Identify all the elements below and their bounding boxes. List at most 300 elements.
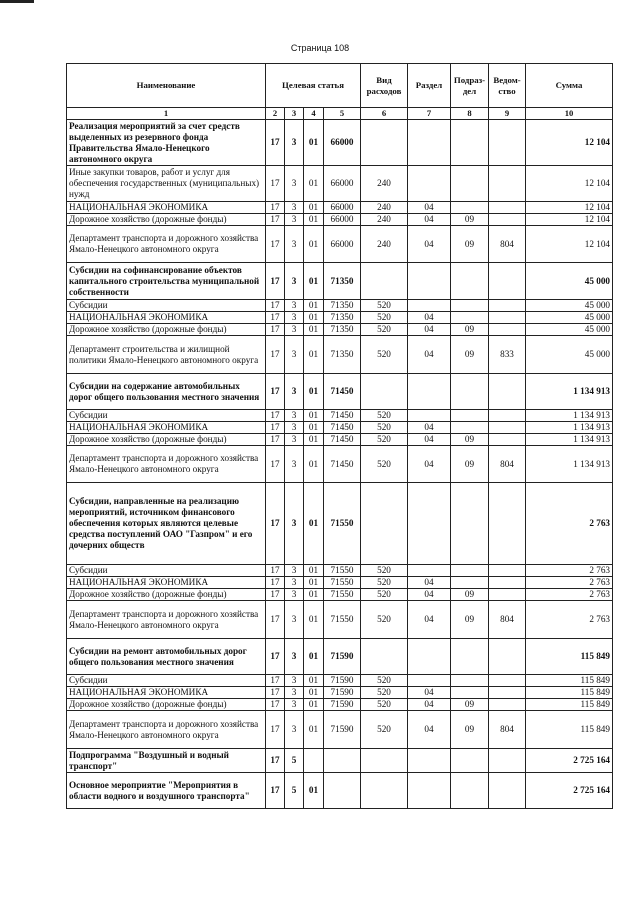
target-code-4: 71550	[324, 589, 361, 601]
target-code-3: 01	[304, 336, 324, 374]
column-number: 10	[526, 108, 613, 120]
expense-type: 520	[361, 324, 408, 336]
row-sum: 45 000	[526, 312, 613, 324]
department-code	[489, 312, 526, 324]
header-sum: Сумма	[526, 64, 613, 108]
subsection-code: 09	[451, 434, 489, 446]
target-code-2: 3	[285, 687, 304, 699]
row-name: Иные закупки товаров, работ и услуг для обеспечения государственных (муниципальных) нужд	[67, 166, 266, 202]
target-code-2: 3	[285, 410, 304, 422]
row-sum: 115 849	[526, 711, 613, 749]
subsection-code	[451, 312, 489, 324]
section-code	[408, 120, 451, 166]
row-name: НАЦИОНАЛЬНАЯ ЭКОНОМИКА	[67, 202, 266, 214]
target-code-1: 17	[266, 749, 285, 773]
row-name: Дорожное хозяйство (дорожные фонды)	[67, 434, 266, 446]
row-sum: 45 000	[526, 324, 613, 336]
section-code: 04	[408, 422, 451, 434]
target-code-3: 01	[304, 434, 324, 446]
expense-type	[361, 749, 408, 773]
department-code: 804	[489, 446, 526, 483]
target-code-1: 17	[266, 214, 285, 226]
target-code-4: 71590	[324, 687, 361, 699]
target-code-3: 01	[304, 483, 324, 565]
target-code-3: 01	[304, 300, 324, 312]
department-code	[489, 589, 526, 601]
target-code-4: 71450	[324, 410, 361, 422]
section-code: 04	[408, 446, 451, 483]
table-row	[67, 312, 613, 324]
expense-type	[361, 374, 408, 410]
column-numbers-row	[67, 108, 613, 120]
target-code-4: 71450	[324, 422, 361, 434]
target-code-3: 01	[304, 675, 324, 687]
target-code-1: 17	[266, 675, 285, 687]
section-code	[408, 410, 451, 422]
target-code-1: 17	[266, 336, 285, 374]
target-code-2: 3	[285, 202, 304, 214]
target-code-4: 71350	[324, 312, 361, 324]
subsection-code: 09	[451, 711, 489, 749]
department-code	[489, 699, 526, 711]
target-code-3: 01	[304, 226, 324, 263]
table-row	[67, 446, 613, 483]
scan-mark	[0, 0, 34, 3]
subsection-code: 09	[451, 601, 489, 639]
department-code	[489, 773, 526, 809]
department-code	[489, 687, 526, 699]
section-code: 04	[408, 312, 451, 324]
target-code-1: 17	[266, 434, 285, 446]
header-name: Наименование	[67, 64, 266, 108]
subsection-code	[451, 749, 489, 773]
table-row	[67, 565, 613, 577]
target-code-3: 01	[304, 120, 324, 166]
expense-type	[361, 263, 408, 300]
target-code-2: 3	[285, 589, 304, 601]
department-code	[489, 202, 526, 214]
table-row	[67, 483, 613, 565]
section-code: 04	[408, 687, 451, 699]
department-code: 804	[489, 711, 526, 749]
subsection-code: 09	[451, 214, 489, 226]
target-code-1: 17	[266, 166, 285, 202]
target-code-4: 71550	[324, 601, 361, 639]
row-sum: 45 000	[526, 263, 613, 300]
target-code-3: 01	[304, 577, 324, 589]
expense-type: 520	[361, 410, 408, 422]
subsection-code	[451, 639, 489, 675]
department-code	[489, 577, 526, 589]
table-row	[67, 434, 613, 446]
expense-type: 520	[361, 446, 408, 483]
target-code-1: 17	[266, 202, 285, 214]
subsection-code	[451, 577, 489, 589]
target-code-4	[324, 773, 361, 809]
table-row	[67, 589, 613, 601]
target-code-1: 17	[266, 565, 285, 577]
subsection-code: 09	[451, 589, 489, 601]
target-code-4: 71450	[324, 374, 361, 410]
expense-type: 520	[361, 589, 408, 601]
expense-type: 520	[361, 565, 408, 577]
target-code-3: 01	[304, 374, 324, 410]
table-row	[67, 577, 613, 589]
row-name: Субсидии, направленные на реализацию мероприятий, источником финансового обеспечения которых являются целевые средства поступлений ОАО "Газпром" и его дочерних обществ	[67, 483, 266, 565]
section-code	[408, 166, 451, 202]
row-sum: 115 849	[526, 699, 613, 711]
row-name: Реализация мероприятий за счет средств выделенных из резервного фонда Правительства Ямало-Ненецкого автономного округа	[67, 120, 266, 166]
target-code-2: 3	[285, 214, 304, 226]
row-name: Департамент транспорта и дорожного хозяйства Ямало-Ненецкого автономного округа	[67, 711, 266, 749]
target-code-1: 17	[266, 446, 285, 483]
target-code-3: 01	[304, 312, 324, 324]
section-code: 04	[408, 577, 451, 589]
row-sum: 115 849	[526, 687, 613, 699]
expense-type	[361, 639, 408, 675]
column-number: 9	[489, 108, 526, 120]
row-sum: 2 763	[526, 577, 613, 589]
section-code: 04	[408, 202, 451, 214]
row-sum: 115 849	[526, 675, 613, 687]
table-row	[67, 422, 613, 434]
target-code-2: 3	[285, 324, 304, 336]
column-number: 7	[408, 108, 451, 120]
target-code-3: 01	[304, 324, 324, 336]
target-code-2: 5	[285, 749, 304, 773]
expense-type: 240	[361, 202, 408, 214]
column-number: 6	[361, 108, 408, 120]
target-code-1: 17	[266, 120, 285, 166]
expense-type: 240	[361, 214, 408, 226]
department-code	[489, 410, 526, 422]
target-code-2: 3	[285, 446, 304, 483]
row-name: Департамент транспорта и дорожного хозяйства Ямало-Ненецкого автономного округа	[67, 601, 266, 639]
department-code	[489, 675, 526, 687]
target-code-4: 71350	[324, 263, 361, 300]
subsection-code: 09	[451, 446, 489, 483]
expense-type: 520	[361, 434, 408, 446]
row-name: Субсидии на ремонт автомобильных дорог общего пользования местного значения	[67, 639, 266, 675]
subsection-code	[451, 565, 489, 577]
row-name: Департамент строительства и жилищной политики Ямало-Ненецкого автономного округа	[67, 336, 266, 374]
column-number: 5	[324, 108, 361, 120]
table-row	[67, 263, 613, 300]
table-row	[67, 699, 613, 711]
section-code: 04	[408, 601, 451, 639]
target-code-4: 71550	[324, 483, 361, 565]
target-code-2: 3	[285, 336, 304, 374]
table-row	[67, 773, 613, 809]
target-code-2: 3	[285, 374, 304, 410]
row-sum: 12 104	[526, 202, 613, 214]
target-code-1: 17	[266, 300, 285, 312]
target-code-1: 17	[266, 601, 285, 639]
target-code-4: 71590	[324, 675, 361, 687]
department-code: 833	[489, 336, 526, 374]
target-code-1: 17	[266, 483, 285, 565]
target-code-1: 17	[266, 589, 285, 601]
header-department: Ведом-ство	[489, 64, 526, 108]
row-name: Дорожное хозяйство (дорожные фонды)	[67, 589, 266, 601]
subsection-code: 09	[451, 226, 489, 263]
target-code-3: 01	[304, 773, 324, 809]
row-name: НАЦИОНАЛЬНАЯ ЭКОНОМИКА	[67, 577, 266, 589]
table-row	[67, 202, 613, 214]
section-code: 04	[408, 434, 451, 446]
department-code: 804	[489, 601, 526, 639]
target-code-1: 17	[266, 324, 285, 336]
subsection-code	[451, 202, 489, 214]
subsection-code	[451, 374, 489, 410]
expense-type	[361, 483, 408, 565]
section-code	[408, 300, 451, 312]
target-code-2: 3	[285, 120, 304, 166]
header-subsection: Подраз-дел	[451, 64, 489, 108]
target-code-4: 71590	[324, 699, 361, 711]
section-code	[408, 773, 451, 809]
row-name: Дорожное хозяйство (дорожные фонды)	[67, 214, 266, 226]
target-code-3: 01	[304, 263, 324, 300]
target-code-4: 71590	[324, 711, 361, 749]
target-code-1: 17	[266, 263, 285, 300]
column-number: 3	[285, 108, 304, 120]
subsection-code	[451, 300, 489, 312]
target-code-4: 66000	[324, 120, 361, 166]
subsection-code	[451, 166, 489, 202]
subsection-code	[451, 483, 489, 565]
target-code-4: 71450	[324, 446, 361, 483]
row-name: Дорожное хозяйство (дорожные фонды)	[67, 324, 266, 336]
department-code	[489, 639, 526, 675]
row-name: Субсидии	[67, 410, 266, 422]
row-name: Подпрограмма "Воздушный и водный транспорт"	[67, 749, 266, 773]
row-sum: 12 104	[526, 120, 613, 166]
row-sum: 2 763	[526, 601, 613, 639]
subsection-code	[451, 422, 489, 434]
subsection-code	[451, 687, 489, 699]
budget-table	[66, 63, 613, 809]
target-code-4: 66000	[324, 214, 361, 226]
table-row	[67, 120, 613, 166]
target-code-4: 66000	[324, 166, 361, 202]
expense-type: 520	[361, 675, 408, 687]
section-code: 04	[408, 324, 451, 336]
target-code-1: 17	[266, 374, 285, 410]
target-code-2: 3	[285, 711, 304, 749]
expense-type: 520	[361, 336, 408, 374]
department-code	[489, 300, 526, 312]
row-sum: 1 134 913	[526, 422, 613, 434]
target-code-4: 71550	[324, 577, 361, 589]
row-name: Дорожное хозяйство (дорожные фонды)	[67, 699, 266, 711]
target-code-3: 01	[304, 711, 324, 749]
row-name: Основное мероприятие "Мероприятия в области водного и воздушного транспорта"	[67, 773, 266, 809]
department-code	[489, 374, 526, 410]
row-sum: 115 849	[526, 639, 613, 675]
target-code-1: 17	[266, 422, 285, 434]
target-code-4: 71350	[324, 324, 361, 336]
department-code	[489, 120, 526, 166]
header-target: Целевая статья	[266, 64, 361, 108]
target-code-3: 01	[304, 410, 324, 422]
target-code-3	[304, 749, 324, 773]
table-row	[67, 639, 613, 675]
target-code-2: 3	[285, 226, 304, 263]
expense-type	[361, 773, 408, 809]
subsection-code	[451, 773, 489, 809]
target-code-2: 3	[285, 300, 304, 312]
target-code-1: 17	[266, 687, 285, 699]
table-row	[67, 687, 613, 699]
expense-type: 520	[361, 300, 408, 312]
target-code-2: 3	[285, 565, 304, 577]
row-sum: 45 000	[526, 336, 613, 374]
column-number: 8	[451, 108, 489, 120]
row-sum: 2 763	[526, 589, 613, 601]
table-row	[67, 374, 613, 410]
row-name: Субсидии на содержание автомобильных дорог общего пользования местного значения	[67, 374, 266, 410]
target-code-2: 3	[285, 263, 304, 300]
target-code-1: 17	[266, 773, 285, 809]
row-sum: 2 763	[526, 565, 613, 577]
expense-type: 520	[361, 422, 408, 434]
table-row	[67, 749, 613, 773]
section-code	[408, 263, 451, 300]
target-code-3: 01	[304, 589, 324, 601]
target-code-4: 71450	[324, 434, 361, 446]
subsection-code	[451, 410, 489, 422]
table-row	[67, 226, 613, 263]
target-code-2: 3	[285, 639, 304, 675]
target-code-3: 01	[304, 446, 324, 483]
expense-type: 240	[361, 166, 408, 202]
target-code-3: 01	[304, 214, 324, 226]
target-code-1: 17	[266, 410, 285, 422]
column-number: 4	[304, 108, 324, 120]
target-code-2: 3	[285, 483, 304, 565]
target-code-4: 66000	[324, 226, 361, 263]
target-code-3: 01	[304, 565, 324, 577]
section-code: 04	[408, 699, 451, 711]
expense-type: 520	[361, 312, 408, 324]
target-code-1: 17	[266, 226, 285, 263]
target-code-3: 01	[304, 687, 324, 699]
section-code: 04	[408, 226, 451, 263]
department-code	[489, 749, 526, 773]
table-row	[67, 675, 613, 687]
subsection-code	[451, 263, 489, 300]
expense-type: 520	[361, 687, 408, 699]
target-code-4: 71350	[324, 300, 361, 312]
row-name: НАЦИОНАЛЬНАЯ ЭКОНОМИКА	[67, 312, 266, 324]
target-code-4: 71590	[324, 639, 361, 675]
row-sum: 1 134 913	[526, 410, 613, 422]
row-name: НАЦИОНАЛЬНАЯ ЭКОНОМИКА	[67, 422, 266, 434]
row-name: Субсидии	[67, 300, 266, 312]
section-code: 04	[408, 336, 451, 374]
section-code	[408, 675, 451, 687]
target-code-4: 71550	[324, 565, 361, 577]
column-number: 2	[266, 108, 285, 120]
row-sum: 2 763	[526, 483, 613, 565]
row-sum: 1 134 913	[526, 374, 613, 410]
row-name: НАЦИОНАЛЬНАЯ ЭКОНОМИКА	[67, 687, 266, 699]
section-code: 04	[408, 589, 451, 601]
row-sum: 1 134 913	[526, 446, 613, 483]
target-code-4: 71350	[324, 336, 361, 374]
table-row	[67, 324, 613, 336]
subsection-code: 09	[451, 336, 489, 374]
expense-type: 520	[361, 577, 408, 589]
row-name: Субсидии	[67, 565, 266, 577]
department-code	[489, 434, 526, 446]
section-code: 04	[408, 214, 451, 226]
target-code-3: 01	[304, 422, 324, 434]
target-code-2: 3	[285, 675, 304, 687]
row-sum: 12 104	[526, 226, 613, 263]
table-row	[67, 410, 613, 422]
department-code	[489, 565, 526, 577]
table-row	[67, 336, 613, 374]
department-code	[489, 214, 526, 226]
section-code: 04	[408, 711, 451, 749]
target-code-2: 3	[285, 166, 304, 202]
section-code	[408, 483, 451, 565]
column-number: 1	[67, 108, 266, 120]
subsection-code	[451, 675, 489, 687]
expense-type: 520	[361, 699, 408, 711]
section-code	[408, 374, 451, 410]
department-code	[489, 483, 526, 565]
section-code	[408, 749, 451, 773]
row-name: Департамент транспорта и дорожного хозяйства Ямало-Ненецкого автономного округа	[67, 446, 266, 483]
expense-type: 520	[361, 601, 408, 639]
target-code-3: 01	[304, 601, 324, 639]
expense-type: 240	[361, 226, 408, 263]
table-row	[67, 601, 613, 639]
row-name: Субсидии	[67, 675, 266, 687]
target-code-2: 5	[285, 773, 304, 809]
target-code-4	[324, 749, 361, 773]
expense-type	[361, 120, 408, 166]
target-code-1: 17	[266, 639, 285, 675]
row-sum: 12 104	[526, 166, 613, 202]
department-code	[489, 422, 526, 434]
target-code-2: 3	[285, 699, 304, 711]
row-sum: 45 000	[526, 300, 613, 312]
header-row	[67, 64, 613, 108]
header-section: Раздел	[408, 64, 451, 108]
target-code-1: 17	[266, 699, 285, 711]
table-body	[67, 120, 613, 809]
row-name: Департамент транспорта и дорожного хозяйства Ямало-Ненецкого автономного округа	[67, 226, 266, 263]
section-code	[408, 639, 451, 675]
target-code-4: 66000	[324, 202, 361, 214]
subsection-code: 09	[451, 699, 489, 711]
page-number: Страница 108	[290, 43, 350, 53]
department-code	[489, 324, 526, 336]
target-code-3: 01	[304, 699, 324, 711]
target-code-3: 01	[304, 166, 324, 202]
table-row	[67, 214, 613, 226]
department-code: 804	[489, 226, 526, 263]
row-sum: 1 134 913	[526, 434, 613, 446]
target-code-3: 01	[304, 639, 324, 675]
row-sum: 2 725 164	[526, 749, 613, 773]
target-code-2: 3	[285, 312, 304, 324]
table-row	[67, 711, 613, 749]
